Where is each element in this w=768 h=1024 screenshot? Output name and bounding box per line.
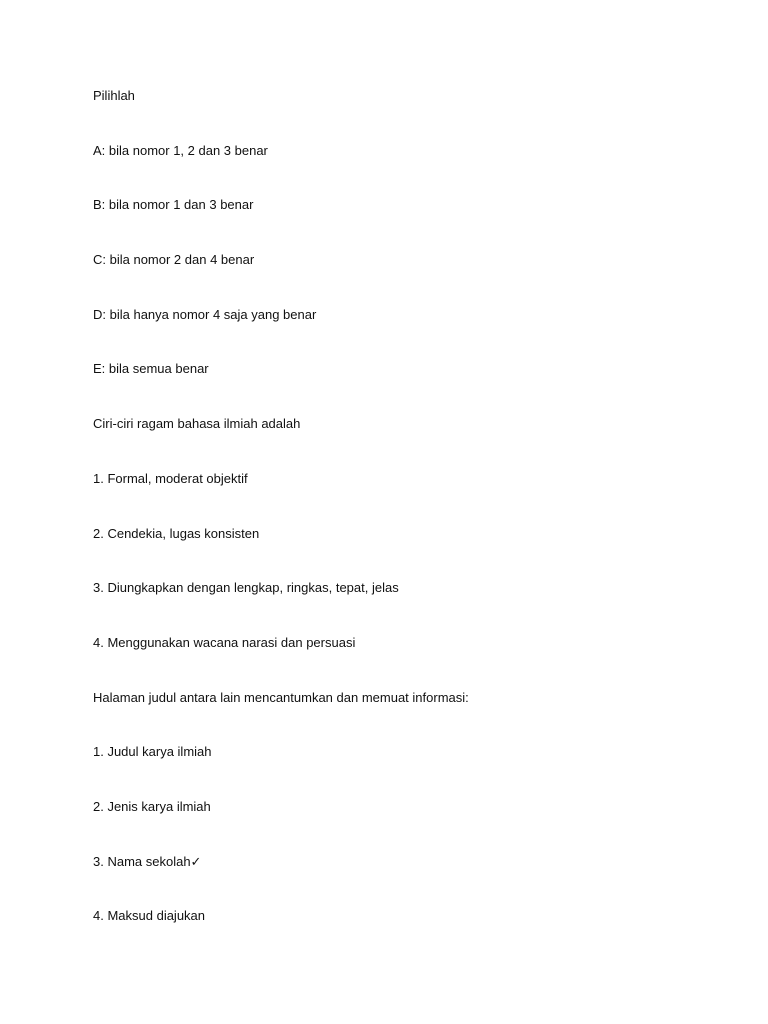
option-a: A: bila nomor 1, 2 dan 3 benar [93,142,268,158]
question-2-item-1: 1. Judul karya ilmiah [93,744,212,760]
option-b: B: bila nomor 1 dan 3 benar [93,197,254,213]
question-2-item-2: 2. Jenis karya ilmiah [93,798,211,814]
document-body [93,88,713,963]
question-1-item-3: 3. Diungkapkan dengan lengkap, ringkas, tepat, jelas [93,580,399,596]
question-2: Halaman judul antara lain mencantumkan dan memuat informasi: [93,689,469,705]
question-1-item-1: 1. Formal, moderat objektif [93,470,248,486]
question-2-item-3: 3. Nama sekolah✓ [93,853,202,869]
option-d: D: bila hanya nomor 4 saja yang benar [93,306,317,322]
question-1-item-2: 2. Cendekia, lugas konsisten [93,525,260,541]
option-c: C: bila nomor 2 dan 4 benar [93,252,255,268]
question-1-item-4: 4. Menggunakan wacana narasi dan persuasi [93,634,356,650]
option-e: E: bila semua benar [93,361,209,377]
question-1: Ciri-ciri ragam bahasa ilmiah adalah [93,416,301,432]
instruction-heading: Pilihlah [93,88,135,103]
question-2-item-4: 4. Maksud diajukan [93,908,206,924]
